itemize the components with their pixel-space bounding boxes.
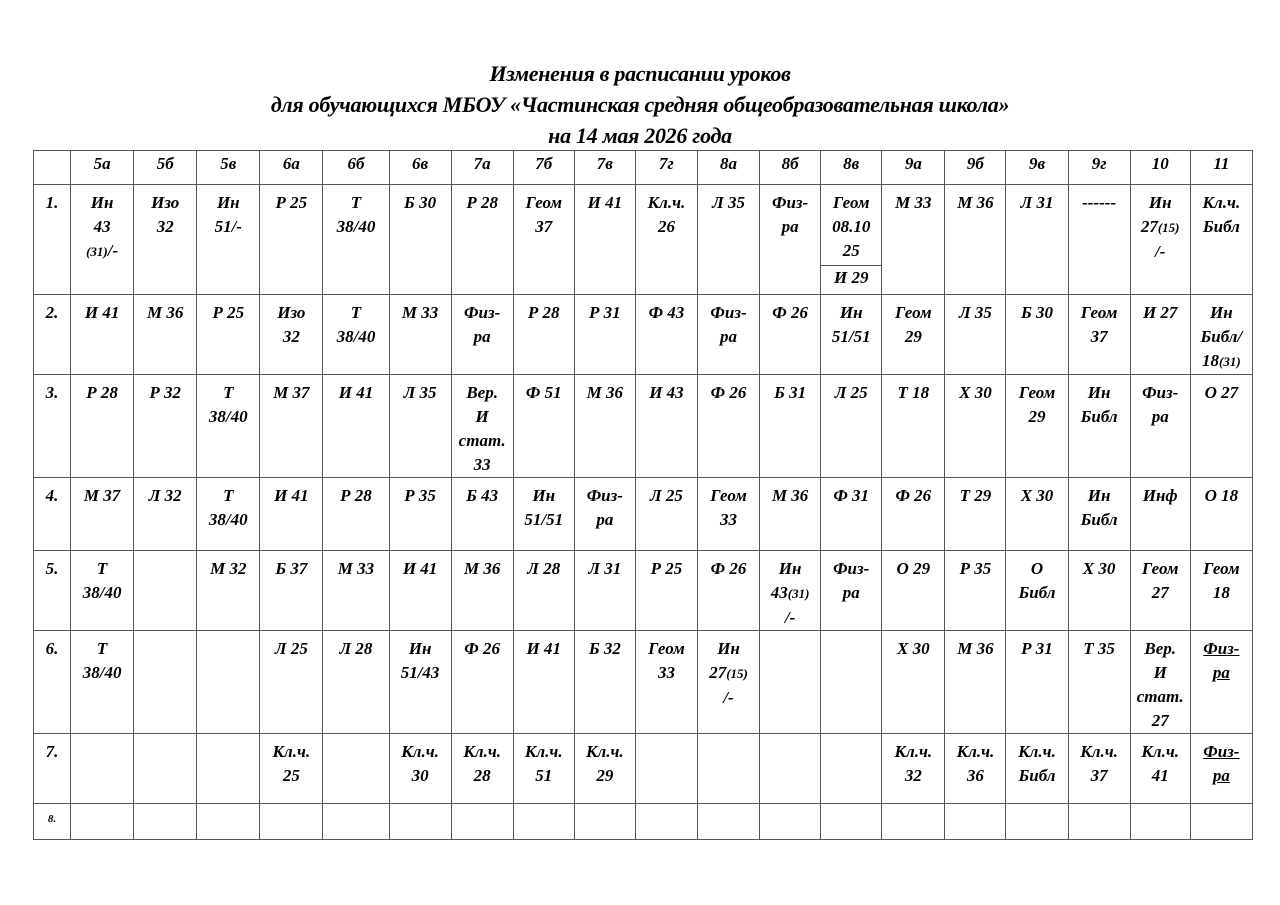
- schedule-cell: Физ- ра: [821, 551, 882, 631]
- schedule-cell: Ин 27(15) /-: [1130, 185, 1190, 295]
- schedule-cell: Л 31: [1006, 185, 1068, 295]
- header-class-15: 9б: [945, 151, 1006, 185]
- schedule-table: [33, 150, 1253, 840]
- title-line-1: Изменения в расписании уроков: [489, 61, 791, 86]
- schedule-cell: Л 25: [635, 478, 697, 551]
- schedule-cell: Ф 26: [882, 478, 945, 551]
- schedule-cell: [697, 734, 759, 804]
- schedule-cell: Кл.ч. 30: [389, 734, 451, 804]
- schedule-cell: Б 32: [574, 631, 635, 734]
- schedule-cell: Геом 18: [1190, 551, 1252, 631]
- schedule-cell: [451, 804, 513, 840]
- schedule-cell: Ин 51/-: [197, 185, 260, 295]
- table-row: [34, 804, 1253, 840]
- schedule-cell: Л 35: [389, 375, 451, 478]
- schedule-cell: [821, 734, 882, 804]
- schedule-cell: Х 30: [882, 631, 945, 734]
- header-class-3: 5в: [197, 151, 260, 185]
- header-class-8: 7б: [513, 151, 574, 185]
- schedule-cell: И 41: [323, 375, 389, 478]
- header-corner: [34, 151, 71, 185]
- schedule-cell: Р 28: [71, 375, 134, 478]
- schedule-cell: М 36: [574, 375, 635, 478]
- schedule-cell: Физ- ра: [760, 185, 821, 295]
- schedule-cell: Ф 51: [513, 375, 574, 478]
- lesson-number: 7.: [34, 734, 71, 804]
- header-class-10: 7г: [635, 151, 697, 185]
- schedule-cell: Т 18: [882, 375, 945, 478]
- header-class-6: 6в: [389, 151, 451, 185]
- schedule-cell: [134, 804, 197, 840]
- lesson-number: 8.: [34, 804, 71, 840]
- schedule-cell: [697, 804, 759, 840]
- title-line-3: на 14 мая 2026 года: [548, 123, 732, 148]
- schedule-cell: Х 30: [945, 375, 1006, 478]
- lesson-number: 4.: [34, 478, 71, 551]
- schedule-cell: [134, 631, 197, 734]
- schedule-cell: О Библ: [1006, 551, 1068, 631]
- lesson-number: 3.: [34, 375, 71, 478]
- schedule-cell: Л 28: [513, 551, 574, 631]
- table-row: [34, 295, 1253, 375]
- header-class-5: 6б: [323, 151, 389, 185]
- schedule-cell: Геом 29: [882, 295, 945, 375]
- table-row: [34, 734, 1253, 804]
- schedule-cell: [134, 551, 197, 631]
- schedule-cell: Л 32: [134, 478, 197, 551]
- schedule-cell: Ин 27(15) /-: [697, 631, 759, 734]
- schedule-cell: Ф 26: [697, 375, 759, 478]
- lesson-number: 6.: [34, 631, 71, 734]
- header-class-11: 8а: [697, 151, 759, 185]
- schedule-cell: Ин Библ: [1068, 375, 1130, 478]
- schedule-cell: Кл.ч. 25: [260, 734, 323, 804]
- split-cell-bottom: И 29: [833, 268, 869, 287]
- schedule-cell: [323, 804, 389, 840]
- schedule-cell: Кл.ч. 41: [1130, 734, 1190, 804]
- header-class-17: 9г: [1068, 151, 1130, 185]
- schedule-cell: [197, 804, 260, 840]
- schedule-cell: Ин 51/51: [513, 478, 574, 551]
- schedule-cell: Ин 43(31) /-: [760, 551, 821, 631]
- lesson-number: 5.: [34, 551, 71, 631]
- schedule-cell: Изо 32: [260, 295, 323, 375]
- schedule-cell: М 37: [260, 375, 323, 478]
- header-class-13: 8в: [821, 151, 882, 185]
- document-title: [0, 58, 1280, 151]
- schedule-cell: [760, 631, 821, 734]
- header-class-14: 9а: [882, 151, 945, 185]
- schedule-cell: Ин 51/43: [389, 631, 451, 734]
- header-class-18: 10: [1130, 151, 1190, 185]
- header-class-1: 5а: [71, 151, 134, 185]
- schedule-cell: Л 31: [574, 551, 635, 631]
- schedule-cell: Л 35: [945, 295, 1006, 375]
- schedule-cell: [197, 631, 260, 734]
- schedule-cell: Геом 27: [1130, 551, 1190, 631]
- schedule-cell: Л 35: [697, 185, 759, 295]
- schedule-cell: Т 38/40: [71, 551, 134, 631]
- schedule-cell: Кл.ч. 29: [574, 734, 635, 804]
- schedule-cell: М 36: [945, 631, 1006, 734]
- schedule-cell: [635, 804, 697, 840]
- title-line-2: для обучающихся МБОУ «Частинская средняя общеобразовательная школа»: [270, 92, 1010, 117]
- table-row: [34, 185, 1253, 295]
- schedule-cell: Т 35: [1068, 631, 1130, 734]
- schedule-cell: Кл.ч. Библ: [1006, 734, 1068, 804]
- schedule-cell: Р 25: [197, 295, 260, 375]
- schedule-cell: ------: [1068, 185, 1130, 295]
- schedule-cell: [635, 734, 697, 804]
- table-row: [34, 375, 1253, 478]
- schedule-cell: Ф 26: [697, 551, 759, 631]
- schedule-cell: М 37: [71, 478, 134, 551]
- header-class-4: 6а: [260, 151, 323, 185]
- schedule-cell: О 27: [1190, 375, 1252, 478]
- schedule-cell: Кл.ч. 36: [945, 734, 1006, 804]
- schedule-cell: Х 30: [1068, 551, 1130, 631]
- schedule-cell: Геом 37: [513, 185, 574, 295]
- schedule-cell: Физ- ра: [1130, 375, 1190, 478]
- schedule-cell: Р 35: [945, 551, 1006, 631]
- schedule-cell: Геом 29: [1006, 375, 1068, 478]
- schedule-cell: М 33: [323, 551, 389, 631]
- schedule-cell: Геом 33: [697, 478, 759, 551]
- header-class-7: 7а: [451, 151, 513, 185]
- header-class-19: 11: [1190, 151, 1252, 185]
- schedule-cell: [260, 804, 323, 840]
- schedule-cell: [134, 734, 197, 804]
- schedule-cell: Ф 43: [635, 295, 697, 375]
- schedule-cell: Б 31: [760, 375, 821, 478]
- schedule-cell: [821, 185, 882, 295]
- schedule-cell: Х 30: [1006, 478, 1068, 551]
- schedule-cell: О 29: [882, 551, 945, 631]
- schedule-cell: [71, 804, 134, 840]
- schedule-cell: Вер. И стат. 27: [1130, 631, 1190, 734]
- schedule-cell: Инф: [1130, 478, 1190, 551]
- schedule-cell: Р 25: [260, 185, 323, 295]
- schedule-cell: М 36: [134, 295, 197, 375]
- schedule-cell: Р 28: [451, 185, 513, 295]
- schedule-cell: Б 30: [389, 185, 451, 295]
- schedule-cell: Кл.ч. 26: [635, 185, 697, 295]
- schedule-cell: Геом 37: [1068, 295, 1130, 375]
- schedule-cell: [389, 804, 451, 840]
- schedule-cell: [1190, 804, 1252, 840]
- schedule-cell: Т 29: [945, 478, 1006, 551]
- schedule-cell: М 33: [389, 295, 451, 375]
- schedule-cell: Б 43: [451, 478, 513, 551]
- schedule-cell: Р 35: [389, 478, 451, 551]
- schedule-cell: Кл.ч. 28: [451, 734, 513, 804]
- header-class-12: 8б: [760, 151, 821, 185]
- schedule-cell: [821, 804, 882, 840]
- schedule-cell: Р 31: [1006, 631, 1068, 734]
- schedule-cell: И 41: [71, 295, 134, 375]
- schedule-cell: Физ- ра: [574, 478, 635, 551]
- schedule-cell: [1068, 804, 1130, 840]
- schedule-cell: Р 31: [574, 295, 635, 375]
- header-class-9: 7в: [574, 151, 635, 185]
- schedule-cell: Р 32: [134, 375, 197, 478]
- schedule-cell: Кл.ч. 32: [882, 734, 945, 804]
- schedule-cell: Кл.ч. 51: [513, 734, 574, 804]
- schedule-cell: Ин 51/51: [821, 295, 882, 375]
- schedule-cell: [821, 631, 882, 734]
- table-row: [34, 478, 1253, 551]
- schedule-cell: [513, 804, 574, 840]
- schedule-cell: И 43: [635, 375, 697, 478]
- schedule-cell: [882, 804, 945, 840]
- schedule-cell: Т 38/40: [197, 375, 260, 478]
- lesson-number: 2.: [34, 295, 71, 375]
- split-cell-top: Геом 08.10 25: [821, 191, 882, 266]
- table-row: [34, 551, 1253, 631]
- schedule-cell: Ин Библ: [1068, 478, 1130, 551]
- schedule-cell: О 18: [1190, 478, 1252, 551]
- header-class-16: 9в: [1006, 151, 1068, 185]
- schedule-cell: Изо 32: [134, 185, 197, 295]
- schedule-cell: Физ- ра: [1190, 631, 1252, 734]
- schedule-cell: Т 38/40: [71, 631, 134, 734]
- schedule-cell: Ин Библ/ 18(31): [1190, 295, 1252, 375]
- schedule-cell: Физ- ра: [451, 295, 513, 375]
- schedule-cell: [760, 734, 821, 804]
- schedule-cell: Ф 26: [451, 631, 513, 734]
- schedule-cell: М 36: [451, 551, 513, 631]
- schedule-cell: Физ- ра: [1190, 734, 1252, 804]
- schedule-cell: Р 28: [323, 478, 389, 551]
- schedule-cell: [760, 804, 821, 840]
- schedule-cell: Т 38/40: [323, 185, 389, 295]
- schedule-cell: Кл.ч. 37: [1068, 734, 1130, 804]
- schedule-cell: [71, 734, 134, 804]
- schedule-cell: Ф 26: [760, 295, 821, 375]
- schedule-cell: [1130, 804, 1190, 840]
- schedule-cell: Т 38/40: [323, 295, 389, 375]
- schedule-cell: И 41: [574, 185, 635, 295]
- schedule-cell: Б 30: [1006, 295, 1068, 375]
- schedule-cell: Л 28: [323, 631, 389, 734]
- schedule-cell: М 36: [760, 478, 821, 551]
- schedule-cell: Геом 33: [635, 631, 697, 734]
- schedule-cell: Б 37: [260, 551, 323, 631]
- schedule-cell: Р 28: [513, 295, 574, 375]
- schedule-cell: Кл.ч. Библ: [1190, 185, 1252, 295]
- schedule-cell: И 27: [1130, 295, 1190, 375]
- schedule-cell: [945, 804, 1006, 840]
- schedule-cell: [197, 734, 260, 804]
- schedule-cell: М 36: [945, 185, 1006, 295]
- schedule-cell: Ин 43 (31)/-: [71, 185, 134, 295]
- schedule-cell: И 41: [260, 478, 323, 551]
- schedule-cell: [1006, 804, 1068, 840]
- schedule-cell: М 33: [882, 185, 945, 295]
- schedule-cell: [574, 804, 635, 840]
- schedule-cell: Л 25: [260, 631, 323, 734]
- schedule-cell: И 41: [389, 551, 451, 631]
- schedule-cell: М 32: [197, 551, 260, 631]
- table-row: [34, 631, 1253, 734]
- schedule-cell: Физ- ра: [697, 295, 759, 375]
- schedule-cell: Р 25: [635, 551, 697, 631]
- header-row: [34, 151, 1253, 185]
- schedule-cell: И 41: [513, 631, 574, 734]
- schedule-cell: Т 38/40: [197, 478, 260, 551]
- header-class-2: 5б: [134, 151, 197, 185]
- lesson-number: 1.: [34, 185, 71, 295]
- schedule-cell: Л 25: [821, 375, 882, 478]
- schedule-cell: [323, 734, 389, 804]
- schedule-cell: Вер. И стат. 33: [451, 375, 513, 478]
- schedule-cell: Ф 31: [821, 478, 882, 551]
